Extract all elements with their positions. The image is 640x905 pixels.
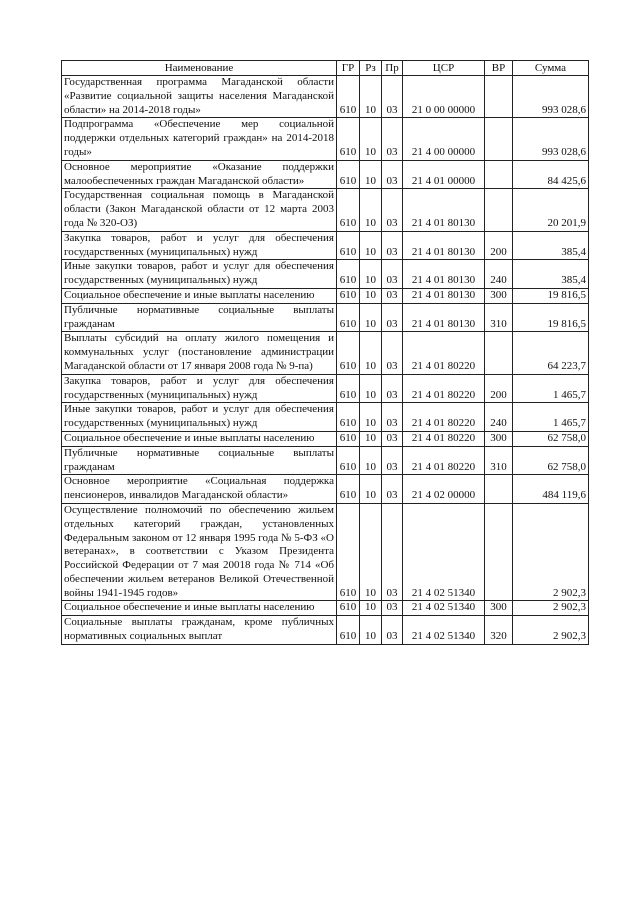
cell-csr: 21 4 01 80220 <box>403 403 485 432</box>
cell-vr <box>485 332 513 374</box>
header-gr: ГР <box>337 61 360 76</box>
cell-vr: 300 <box>485 288 513 303</box>
cell-pr: 03 <box>382 76 403 118</box>
cell-pr: 03 <box>382 260 403 289</box>
cell-rz: 10 <box>360 601 382 616</box>
cell-gr: 610 <box>337 601 360 616</box>
cell-rz: 10 <box>360 503 382 601</box>
cell-pr: 03 <box>382 160 403 189</box>
table-row <box>62 189 589 231</box>
table-row <box>62 431 589 446</box>
cell-rz: 10 <box>360 374 382 403</box>
cell-sum: 993 028,6 <box>513 118 589 160</box>
table-body <box>62 76 589 645</box>
cell-gr: 610 <box>337 231 360 260</box>
cell-name: Государственная социальная помощь в Магаданской области (Закон Магаданской области от 12 марта 2003 года № 320-ОЗ) <box>62 189 337 231</box>
cell-sum: 62 758,0 <box>513 431 589 446</box>
cell-name: Подпрограмма «Обеспечение мер социальной поддержки отдельных категорий граждан» на 2014-2018 годы» <box>62 118 337 160</box>
cell-gr: 610 <box>337 616 360 645</box>
cell-csr: 21 4 02 00000 <box>403 475 485 504</box>
cell-name: Иные закупки товаров, работ и услуг для обеспечения государственных (муниципальных) нужд <box>62 260 337 289</box>
cell-pr: 03 <box>382 403 403 432</box>
cell-vr <box>485 76 513 118</box>
cell-pr: 03 <box>382 503 403 601</box>
cell-sum: 385,4 <box>513 260 589 289</box>
cell-csr: 21 4 01 80130 <box>403 288 485 303</box>
cell-name: Осуществление полномочий по обеспечению жильем отдельных категорий граждан, установленных Федеральным законом от 12 января 1995 года № 5-ФЗ «О ветеранах», в соответствии с Указом Президента Российской Федерации от 7 мая 20018 года № 714 «Об обеспечении жильем ветеранов Великой Отечественной войны 1941-1945 годов» <box>62 503 337 601</box>
cell-pr: 03 <box>382 374 403 403</box>
cell-name: Закупка товаров, работ и услуг для обеспечения государственных (муниципальных) нужд <box>62 231 337 260</box>
table-header-row <box>62 61 589 76</box>
cell-pr: 03 <box>382 616 403 645</box>
cell-name: Основное мероприятие «Социальная поддержка пенсионеров, инвалидов Магаданской области» <box>62 475 337 504</box>
cell-gr: 610 <box>337 374 360 403</box>
cell-pr: 03 <box>382 446 403 475</box>
cell-name: Социальные выплаты гражданам, кроме публичных нормативных социальных выплат <box>62 616 337 645</box>
table-row <box>62 446 589 475</box>
cell-vr <box>485 503 513 601</box>
cell-pr: 03 <box>382 475 403 504</box>
cell-sum: 62 758,0 <box>513 446 589 475</box>
cell-sum: 19 816,5 <box>513 288 589 303</box>
cell-rz: 10 <box>360 616 382 645</box>
cell-gr: 610 <box>337 403 360 432</box>
cell-vr: 310 <box>485 446 513 475</box>
header-vr: ВР <box>485 61 513 76</box>
cell-name: Социальное обеспечение и иные выплаты населению <box>62 601 337 616</box>
cell-vr <box>485 475 513 504</box>
table-row <box>62 332 589 374</box>
cell-vr: 300 <box>485 431 513 446</box>
cell-pr: 03 <box>382 288 403 303</box>
cell-vr: 300 <box>485 601 513 616</box>
cell-name: Публичные нормативные социальные выплаты гражданам <box>62 446 337 475</box>
cell-csr: 21 4 02 51340 <box>403 601 485 616</box>
cell-sum: 2 902,3 <box>513 503 589 601</box>
cell-csr: 21 4 01 80130 <box>403 303 485 332</box>
cell-vr <box>485 118 513 160</box>
cell-csr: 21 4 01 80130 <box>403 189 485 231</box>
table-row <box>62 260 589 289</box>
table-row <box>62 231 589 260</box>
cell-vr: 240 <box>485 403 513 432</box>
cell-gr: 610 <box>337 118 360 160</box>
cell-sum: 84 425,6 <box>513 160 589 189</box>
cell-rz: 10 <box>360 118 382 160</box>
table-row <box>62 374 589 403</box>
table-row <box>62 503 589 601</box>
cell-sum: 2 902,3 <box>513 601 589 616</box>
cell-name: Выплаты субсидий на оплату жилого помещения и коммунальных услуг (постановление администрации Магаданской области от 17 января 2008 года № 9-па) <box>62 332 337 374</box>
cell-rz: 10 <box>360 403 382 432</box>
table-row <box>62 76 589 118</box>
budget-table <box>61 60 589 645</box>
cell-pr: 03 <box>382 303 403 332</box>
cell-csr: 21 4 01 80220 <box>403 431 485 446</box>
cell-gr: 610 <box>337 189 360 231</box>
table-row <box>62 616 589 645</box>
cell-vr: 240 <box>485 260 513 289</box>
cell-pr: 03 <box>382 231 403 260</box>
cell-vr: 310 <box>485 303 513 332</box>
cell-sum: 385,4 <box>513 231 589 260</box>
cell-rz: 10 <box>360 446 382 475</box>
cell-rz: 10 <box>360 475 382 504</box>
table-row <box>62 303 589 332</box>
cell-gr: 610 <box>337 288 360 303</box>
cell-vr: 200 <box>485 231 513 260</box>
cell-gr: 610 <box>337 475 360 504</box>
cell-gr: 610 <box>337 332 360 374</box>
cell-vr: 320 <box>485 616 513 645</box>
cell-sum: 484 119,6 <box>513 475 589 504</box>
cell-gr: 610 <box>337 446 360 475</box>
cell-sum: 1 465,7 <box>513 374 589 403</box>
cell-gr: 610 <box>337 431 360 446</box>
cell-vr: 200 <box>485 374 513 403</box>
table-row <box>62 403 589 432</box>
header-pr: Пр <box>382 61 403 76</box>
cell-csr: 21 4 00 00000 <box>403 118 485 160</box>
cell-pr: 03 <box>382 601 403 616</box>
table-row <box>62 288 589 303</box>
cell-name: Социальное обеспечение и иные выплаты населению <box>62 288 337 303</box>
cell-vr <box>485 189 513 231</box>
cell-sum: 19 816,5 <box>513 303 589 332</box>
cell-sum: 2 902,3 <box>513 616 589 645</box>
cell-rz: 10 <box>360 189 382 231</box>
cell-rz: 10 <box>360 431 382 446</box>
cell-rz: 10 <box>360 231 382 260</box>
cell-csr: 21 4 01 80130 <box>403 260 485 289</box>
cell-pr: 03 <box>382 431 403 446</box>
cell-sum: 1 465,7 <box>513 403 589 432</box>
cell-name: Иные закупки товаров, работ и услуг для обеспечения государственных (муниципальных) нужд <box>62 403 337 432</box>
cell-csr: 21 4 01 80220 <box>403 374 485 403</box>
header-csr: ЦСР <box>403 61 485 76</box>
cell-rz: 10 <box>360 303 382 332</box>
table-row <box>62 601 589 616</box>
cell-csr: 21 4 02 51340 <box>403 503 485 601</box>
cell-csr: 21 4 01 80130 <box>403 231 485 260</box>
cell-vr <box>485 160 513 189</box>
cell-rz: 10 <box>360 288 382 303</box>
cell-gr: 610 <box>337 76 360 118</box>
cell-sum: 993 028,6 <box>513 76 589 118</box>
cell-name: Основное мероприятие «Оказание поддержки малообеспеченных граждан Магаданской области» <box>62 160 337 189</box>
document-page <box>61 60 588 645</box>
table-row <box>62 160 589 189</box>
header-rz: Рз <box>360 61 382 76</box>
cell-rz: 10 <box>360 76 382 118</box>
cell-sum: 64 223,7 <box>513 332 589 374</box>
cell-pr: 03 <box>382 189 403 231</box>
cell-gr: 610 <box>337 503 360 601</box>
cell-csr: 21 4 01 80220 <box>403 446 485 475</box>
cell-pr: 03 <box>382 118 403 160</box>
cell-csr: 21 4 01 80220 <box>403 332 485 374</box>
cell-gr: 610 <box>337 160 360 189</box>
header-name: Наименование <box>62 61 337 76</box>
cell-pr: 03 <box>382 332 403 374</box>
table-row <box>62 118 589 160</box>
cell-name: Закупка товаров, работ и услуг для обеспечения государственных (муниципальных) нужд <box>62 374 337 403</box>
cell-name: Социальное обеспечение и иные выплаты населению <box>62 431 337 446</box>
cell-csr: 21 4 01 00000 <box>403 160 485 189</box>
header-sum: Сумма <box>513 61 589 76</box>
cell-rz: 10 <box>360 332 382 374</box>
cell-name: Государственная программа Магаданской области «Развитие социальной защиты населения Магаданской области» на 2014-2018 годы» <box>62 76 337 118</box>
cell-csr: 21 4 02 51340 <box>403 616 485 645</box>
cell-name: Публичные нормативные социальные выплаты гражданам <box>62 303 337 332</box>
cell-sum: 20 201,9 <box>513 189 589 231</box>
cell-gr: 610 <box>337 303 360 332</box>
table-row <box>62 475 589 504</box>
cell-rz: 10 <box>360 160 382 189</box>
cell-rz: 10 <box>360 260 382 289</box>
cell-gr: 610 <box>337 260 360 289</box>
cell-csr: 21 0 00 00000 <box>403 76 485 118</box>
